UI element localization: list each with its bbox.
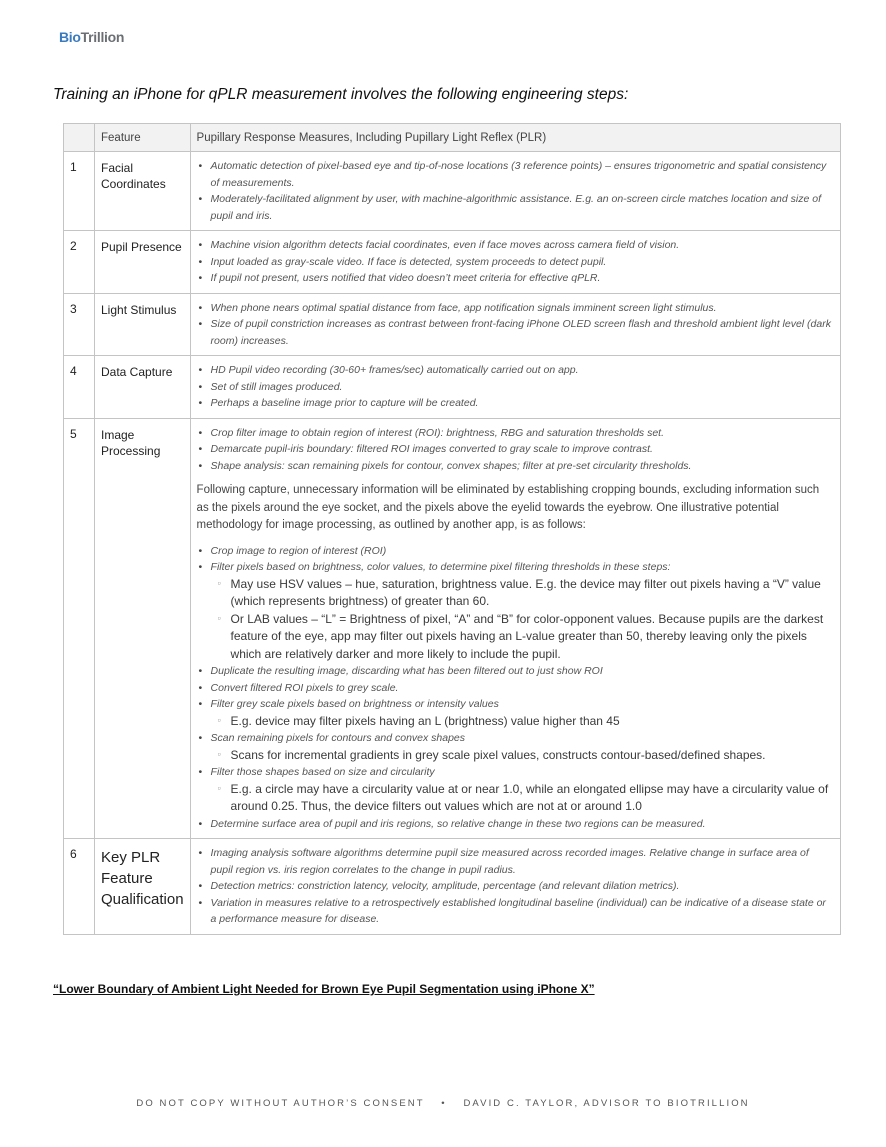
bullet-item: • Imaging analysis software algorithms determine pupil size measured across recorded images. Relative change in surface area of pupil region vs. iris region correlates to the change in pupil radius.	[211, 845, 832, 878]
method-step	[211, 764, 832, 816]
table-row	[64, 356, 841, 419]
bullet-list	[197, 158, 832, 224]
table-row	[64, 839, 841, 935]
method-step	[211, 680, 832, 697]
row-number: 4	[64, 356, 95, 419]
method-step-text: Convert filtered ROI pixels to grey scale.	[210, 681, 399, 694]
method-step	[211, 663, 832, 680]
page-heading: Training an iPhone for qPLR measurement involves the following engineering steps:	[53, 86, 629, 103]
sub-list	[211, 781, 832, 816]
bullet-list	[197, 362, 832, 412]
sub-item: ▫ Scans for incremental gradients in grey scale pixel values, constructs contour-based/defined shapes.	[231, 747, 832, 765]
row-description	[190, 152, 840, 231]
sub-list	[211, 576, 832, 664]
row-description	[190, 356, 840, 419]
bullet-item: • Demarcate pupil-iris boundary: filtered ROI images converted to gray scale to improve contrast.	[211, 441, 832, 458]
row-description	[190, 293, 840, 356]
method-step-text: Filter those shapes based on size and circularity	[210, 766, 435, 778]
bullet-item: • Input loaded as gray-scale video. If face is detected, system proceeds to detect pupil.	[211, 254, 832, 271]
method-step-text: Filter grey scale pixels based on brightness or intensity values	[210, 698, 499, 710]
bullet-item: • Crop filter image to obtain region of interest (ROI): brightness, RBG and saturation thresholds set.	[211, 425, 832, 442]
method-step	[211, 816, 832, 833]
sub-list	[211, 713, 832, 731]
footer-copyright: DO NOT COPY WITHOUT AUTHOR’S CONSENT	[136, 1098, 425, 1109]
method-step-text: Filter pixels based on brightness, color values, to determine pixel filtering thresholds in these steps:	[210, 561, 671, 573]
figure-caption: “Lower Boundary of Ambient Light Needed for Brown Eye Pupil Segmentation using iPhone X”	[53, 982, 595, 996]
bullet-list	[197, 845, 832, 928]
bullet-list	[197, 300, 832, 350]
table-row	[64, 231, 841, 294]
method-step-text: Scan remaining pixels for contours and convex shapes	[210, 732, 466, 744]
row-feature: Data Capture	[95, 356, 191, 419]
method-step	[211, 730, 832, 764]
logo-trillion: Trillion	[80, 29, 125, 45]
footer-author: DAVID C. TAYLOR, ADVISOR TO BIOTRILLION	[463, 1098, 750, 1109]
bullet-item: • Size of pupil constriction increases as contrast between front-facing iPhone OLED screen flash and threshold ambient light level (dark room) increases.	[211, 316, 832, 349]
methodology-list	[197, 543, 832, 833]
header-feature: Feature	[95, 124, 191, 152]
sub-item: ▫ Or LAB values – “L” = Brightness of pixel, “A” and “B” for color-opponent values. Because pupils are the darkest feature of the eye, app may filter out pixels having an L-value greater than 50, thereby leaving only the pixels which are relatively darker and more likely to include the pupil.	[231, 611, 832, 664]
row-number: 5	[64, 418, 95, 839]
bullet-item: • Machine vision algorithm detects facial coordinates, even if face moves across camera field of vision.	[211, 237, 832, 254]
bullet-item: • If pupil not present, users notified that video doesn’t meet criteria for effective qPLR.	[211, 270, 832, 287]
bullet-item: • Set of still images produced.	[211, 379, 832, 396]
bullet-item: • Detection metrics: constriction latency, velocity, amplitude, percentage (and relevant dilation metrics).	[211, 878, 832, 895]
biotrillion-logo	[59, 29, 124, 45]
method-step	[211, 543, 832, 560]
sub-item: ▫ E.g. a circle may have a circularity value at or near 1.0, while an elongated ellipse may have a circularity value of around 0.25. Thus, the device filters out values which are not at or around 1.0	[231, 781, 832, 816]
row-feature: Facial Coordinates	[95, 152, 191, 231]
method-step	[211, 559, 832, 663]
bullet-item: • HD Pupil video recording (30-60+ frames/sec) automatically carried out on app.	[211, 362, 832, 379]
sub-item: ▫ May use HSV values – hue, saturation, brightness value. E.g. the device may filter out pixels having a “V” value (which represents brightness) of greater than 60.	[231, 576, 832, 611]
header-number	[64, 124, 95, 152]
methodology-paragraph: Following capture, unnecessary information will be eliminated by establishing cropping bounds, excluding information such as the pixels around the eye socket, and the pixels above the eyelid towards the eyebrow. One illustrative potential methodology for image processing, as outlined by another app, is as follows:	[196, 484, 820, 531]
bullet-item: • When phone nears optimal spatial distance from face, app notification signals imminent screen light stimulus.	[211, 300, 832, 317]
bullet-item: • Moderately-facilitated alignment by user, with machine-algorithmic assistance. E.g. an on-screen circle matches location and size of pupil and iris.	[211, 191, 832, 224]
row-number: 2	[64, 231, 95, 294]
table-row	[64, 293, 841, 356]
method-step-text: Duplicate the resulting image, discarding what has been filtered out to just show ROI	[210, 665, 603, 677]
method-step	[211, 696, 832, 730]
page-footer	[0, 1098, 886, 1109]
bullet-item: • Shape analysis: scan remaining pixels for contour, convex shapes; filter at pre-set circularity thresholds.	[211, 458, 832, 475]
row-feature: Key PLR Feature Qualification	[95, 839, 191, 935]
row-number: 1	[64, 152, 95, 231]
logo-bio: Bio	[59, 29, 81, 45]
table-header-row	[64, 124, 841, 152]
row-feature: Light Stimulus	[95, 293, 191, 356]
footer-separator: •	[441, 1098, 447, 1109]
method-step-text: Crop image to region of interest (ROI)	[210, 544, 387, 557]
bullet-list	[197, 237, 832, 287]
method-step-text: Determine surface area of pupil and iris regions, so relative change in these two regions can be measured.	[210, 817, 706, 830]
sub-list	[211, 747, 832, 765]
sub-item: ▫ E.g. device may filter pixels having an L (brightness) value higher than 45	[231, 713, 832, 731]
bullet-item: • Perhaps a baseline image prior to capture will be created.	[211, 395, 832, 412]
row-feature: Pupil Presence	[95, 231, 191, 294]
bullet-item: • Automatic detection of pixel-based eye and tip-of-nose locations (3 reference points) – ensures trigonometric and spatial consistency of measurements.	[211, 158, 832, 191]
row-description	[190, 418, 840, 839]
row-description	[190, 839, 840, 935]
engineering-steps-table	[63, 123, 841, 935]
table-row	[64, 418, 841, 839]
bullet-list	[197, 425, 832, 475]
bullet-item: • Variation in measures relative to a retrospectively established longitudinal baseline (individual) can be indicative of a disease state or a performance measure for disease.	[211, 895, 832, 928]
table-row	[64, 152, 841, 231]
row-description	[190, 231, 840, 294]
row-feature: Image Processing	[95, 418, 191, 839]
row-number: 6	[64, 839, 95, 935]
row-number: 3	[64, 293, 95, 356]
header-measures: Pupillary Response Measures, Including Pupillary Light Reflex (PLR)	[190, 124, 840, 152]
